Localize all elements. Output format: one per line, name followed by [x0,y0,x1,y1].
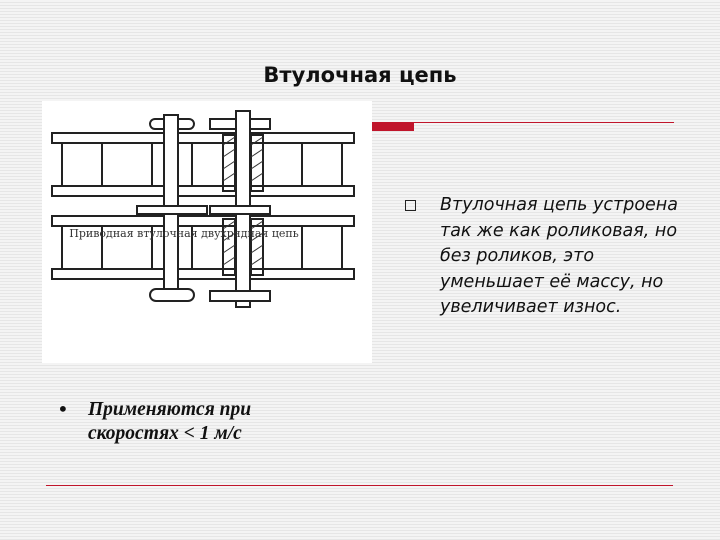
figure-caption: Приводная втулочная двухрядная цепь [69,227,299,240]
hollow-square-bullet-icon [405,200,416,211]
bottom-divider-line [46,485,673,486]
description-text: Втулочная цепь устроена так же как роликовая, но без роликов, это уменьшает её массу, но увеличивает износ. [440,195,678,317]
round-dot-bullet-icon: • [57,397,69,421]
slide-title: Втулочная цепь [263,63,457,87]
title-divider-accent [372,123,414,131]
speed-note-text: Применяются при скоростях < 1 м/с [88,399,252,444]
title-divider-line [372,122,674,123]
